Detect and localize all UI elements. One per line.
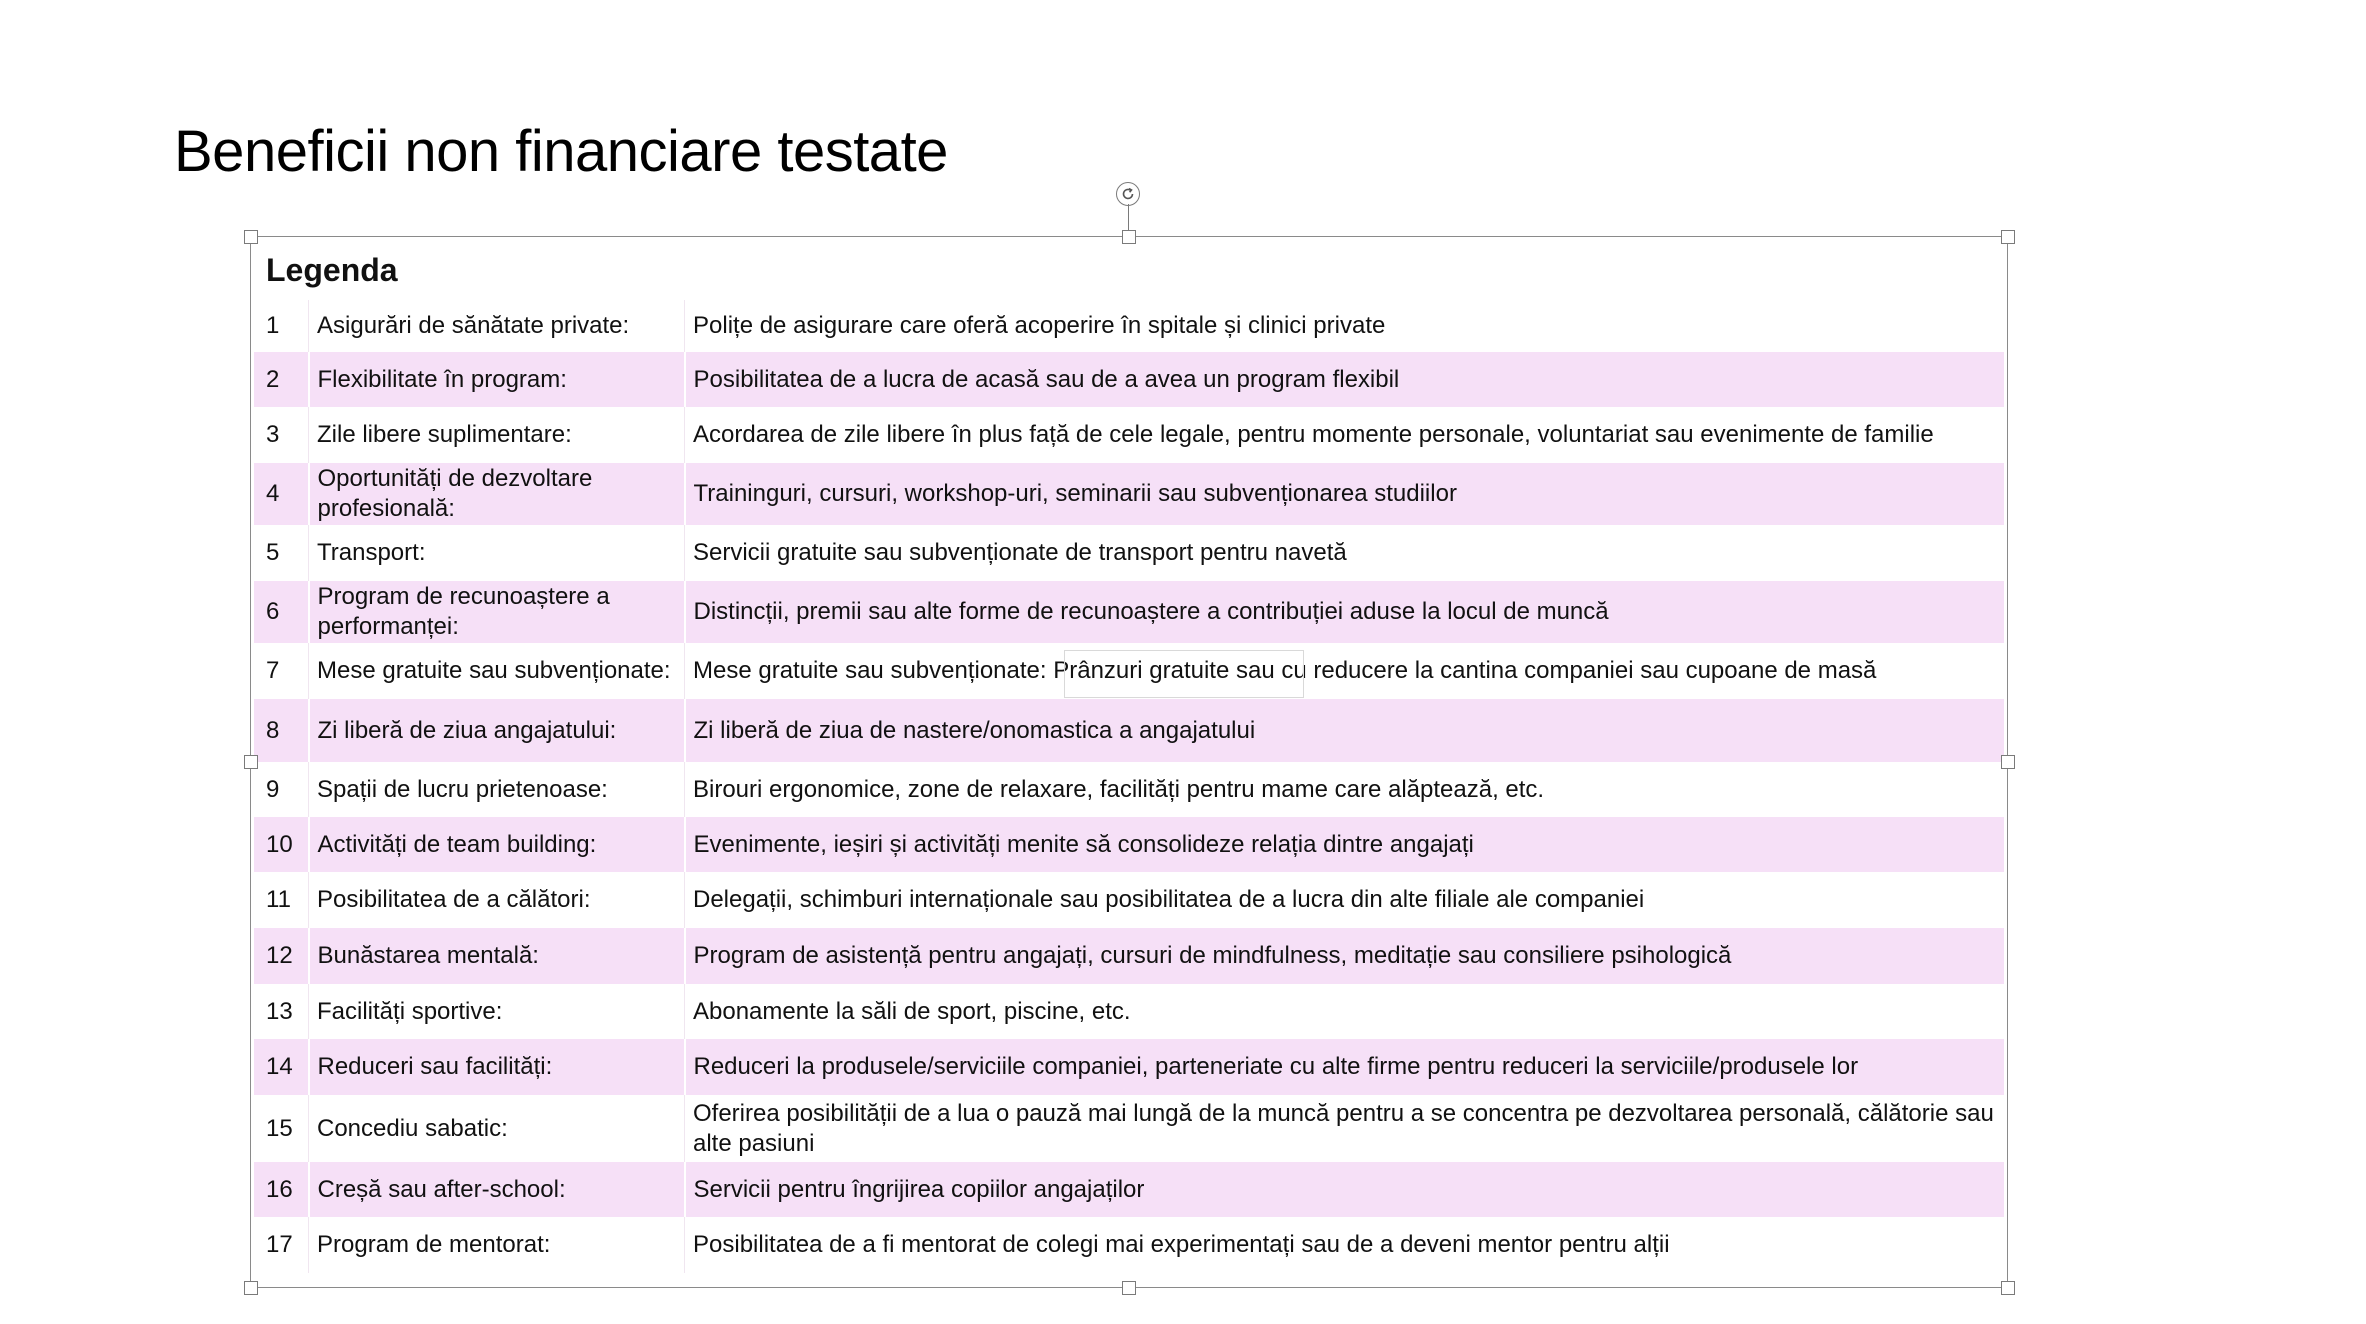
benefit-description[interactable]: Posibilitatea de a lucra de acasă sau de a avea un program flexibil	[685, 352, 2005, 407]
row-number[interactable]: 16	[254, 1162, 309, 1217]
benefit-name[interactable]: Reduceri sau facilități:	[309, 1039, 685, 1095]
benefit-name[interactable]: Oportunități de dezvoltare profesională:	[309, 463, 685, 525]
row-number[interactable]: 4	[254, 463, 309, 525]
resize-handle-bottom-left[interactable]	[244, 1281, 258, 1295]
resize-handle-bottom-right[interactable]	[2001, 1281, 2015, 1295]
benefit-name[interactable]: Zi liberă de ziua angajatului:	[309, 699, 685, 762]
benefit-name[interactable]: Creșă sau after-school:	[309, 1162, 685, 1217]
row-number[interactable]: 14	[254, 1039, 309, 1095]
benefit-description[interactable]: Acordarea de zile libere în plus față de cele legale, pentru momente personale, voluntariat sau evenimente de familie	[685, 407, 2005, 463]
benefit-description[interactable]: Traininguri, cursuri, workshop-uri, seminarii sau subvenționarea studiilor	[685, 463, 2005, 525]
benefit-name[interactable]: Activități de team building:	[309, 817, 685, 872]
row-number[interactable]: 10	[254, 817, 309, 872]
row-number[interactable]: 7	[254, 643, 309, 699]
row-number[interactable]: 13	[254, 984, 309, 1039]
benefit-description[interactable]: Servicii gratuite sau subvenționate de transport pentru navetă	[685, 525, 2005, 581]
row-number[interactable]: 2	[254, 352, 309, 407]
row-number[interactable]: 8	[254, 699, 309, 762]
resize-handle-middle-right[interactable]	[2001, 755, 2015, 769]
benefit-description[interactable]: Polițe de asigurare care oferă acoperire în spitale și clinici private	[685, 300, 2005, 352]
row-number[interactable]: 17	[254, 1217, 309, 1273]
benefit-name[interactable]: Asigurări de sănătate private:	[309, 300, 685, 352]
benefit-description[interactable]: Oferirea posibilității de a lua o pauză mai lungă de la muncă pentru a se concentra pe dezvoltarea personală, călătorie sau alte pasiuni	[685, 1095, 2005, 1162]
benefit-description[interactable]: Delegații, schimburi internaționale sau posibilitatea de a lucra din alte filiale ale companiei	[685, 872, 2005, 928]
row-number[interactable]: 3	[254, 407, 309, 463]
benefit-name[interactable]: Zile libere suplimentare:	[309, 407, 685, 463]
resize-handle-middle-left[interactable]	[244, 755, 258, 769]
benefit-name[interactable]: Bunăstarea mentală:	[309, 928, 685, 984]
row-number[interactable]: 12	[254, 928, 309, 984]
benefit-name[interactable]: Posibilitatea de a călători:	[309, 872, 685, 928]
row-number[interactable]: 9	[254, 762, 309, 817]
resize-handle-top-center[interactable]	[1122, 230, 1136, 244]
resize-handle-top-left[interactable]	[244, 230, 258, 244]
benefit-name[interactable]: Spații de lucru prietenoase:	[309, 762, 685, 817]
benefit-name[interactable]: Transport:	[309, 525, 685, 581]
benefit-description[interactable]: Reduceri la produsele/serviciile companiei, parteneriate cu alte firme pentru reduceri la serviciile/produsele lor	[685, 1039, 2005, 1095]
row-number[interactable]: 11	[254, 872, 309, 928]
benefit-description[interactable]: Distincții, premii sau alte forme de recunoaștere a contribuției aduse la locul de muncă	[685, 581, 2005, 643]
legend-title[interactable]: Legenda	[266, 252, 398, 288]
resize-handle-bottom-center[interactable]	[1122, 1281, 1136, 1295]
benefit-name[interactable]: Program de mentorat:	[309, 1217, 685, 1273]
benefit-description[interactable]: Birouri ergonomice, zone de relaxare, facilități pentru mame care alăptează, etc.	[685, 762, 2005, 817]
row-number[interactable]: 1	[254, 300, 309, 352]
benefit-description[interactable]: Zi liberă de ziua de nastere/onomastica a angajatului	[685, 699, 2005, 762]
rotate-handle-icon[interactable]	[1116, 182, 1140, 206]
benefit-description[interactable]: Posibilitatea de a fi mentorat de colegi mai experimentați sau de a deveni mentor pentru alții	[685, 1217, 2005, 1273]
row-number[interactable]: 6	[254, 581, 309, 643]
benefit-name[interactable]: Flexibilitate în program:	[309, 352, 685, 407]
benefit-name[interactable]: Program de recunoaștere a performanței:	[309, 581, 685, 643]
benefit-name[interactable]: Mese gratuite sau subvenționate:	[309, 643, 685, 699]
benefit-description[interactable]: Abonamente la săli de sport, piscine, etc.	[685, 984, 2005, 1039]
benefit-name[interactable]: Concediu sabatic:	[309, 1095, 685, 1162]
benefit-name[interactable]: Facilități sportive:	[309, 984, 685, 1039]
rotate-arrow-icon	[1120, 186, 1136, 202]
benefit-description[interactable]: Servicii pentru îngrijirea copiilor angajaților	[685, 1162, 2005, 1217]
benefit-description[interactable]: Mese gratuite sau subvenționate: Prânzuri gratuite sau cu reducere la cantina companiei sau cupoane de masă	[685, 643, 2005, 699]
benefit-description[interactable]: Program de asistență pentru angajați, cursuri de mindfulness, meditație sau consiliere psihologică	[685, 928, 2005, 984]
resize-handle-top-right[interactable]	[2001, 230, 2015, 244]
benefit-description[interactable]: Evenimente, ieșiri și activități menite să consolideze relația dintre angajați	[685, 817, 2005, 872]
row-number[interactable]: 5	[254, 525, 309, 581]
selection-frame	[250, 236, 2008, 1288]
row-number[interactable]: 15	[254, 1095, 309, 1162]
slide-title[interactable]: Beneficii non financiare testate	[174, 119, 948, 184]
